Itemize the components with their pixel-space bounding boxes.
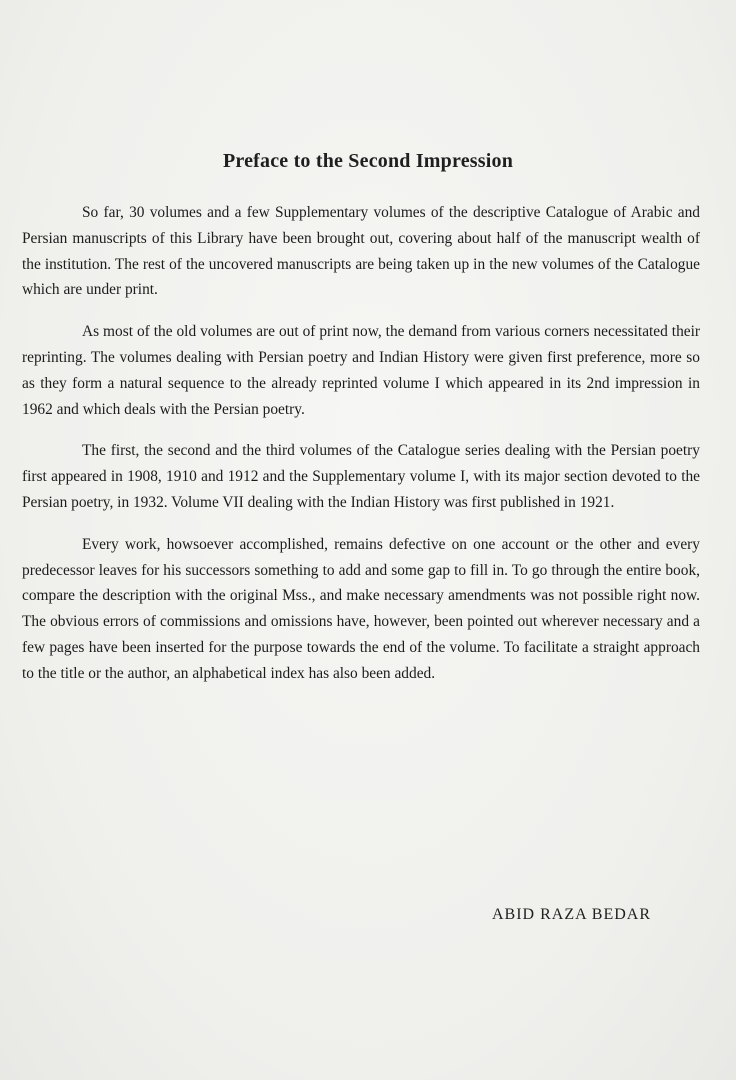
paragraph-4: Every work, howsoever accomplished, remains defective on one account or the other and every predecessor leaves for his successors something to add and some gap to fill in. To go through the entire book, compare the description with the original Mss., and make necessary amendments was not possible right now. The obvious errors of commissions and omissions have, however, been pointed out wherever necessary and a few pages have been inserted for the purpose towards the end of the volume. To facilitate a straight approach to the title or the author, an alphabetical index has also been added. (22, 535, 700, 682)
preface-body (22, 200, 700, 703)
paragraph-3: The first, the second and the third volumes of the Catalogue series dealing with the Persian poetry first appeared in 1908, 1910 and 1912 and the Supplementary volume I, with its major section devoted to the Persian poetry, in 1932. Volume VII dealing with the Indian History was first published in 1921. (22, 442, 700, 511)
paragraph-1: So far, 30 volumes and a few Supplementary volumes of the descriptive Catalogue of Arabic and Persian manuscripts of this Library have been brought out, covering about half of the manuscript wealth of the institution. The rest of the uncovered manuscripts are being taken up in the new volumes of the Catalogue which are under print. (22, 204, 700, 299)
paragraph-2: As most of the old volumes are out of print now, the demand from various corners necessitated their reprinting. The volumes dealing with Persian poetry and Indian History were given first preference, more so as they form a natural sequence to the already reprinted volume I which appeared in its 2nd impression in 1962 and which deals with the Persian poetry. (22, 323, 700, 418)
author-signature: ABID RAZA BEDAR (491, 906, 651, 923)
page-title: Preface to the Second Impression (222, 150, 514, 172)
